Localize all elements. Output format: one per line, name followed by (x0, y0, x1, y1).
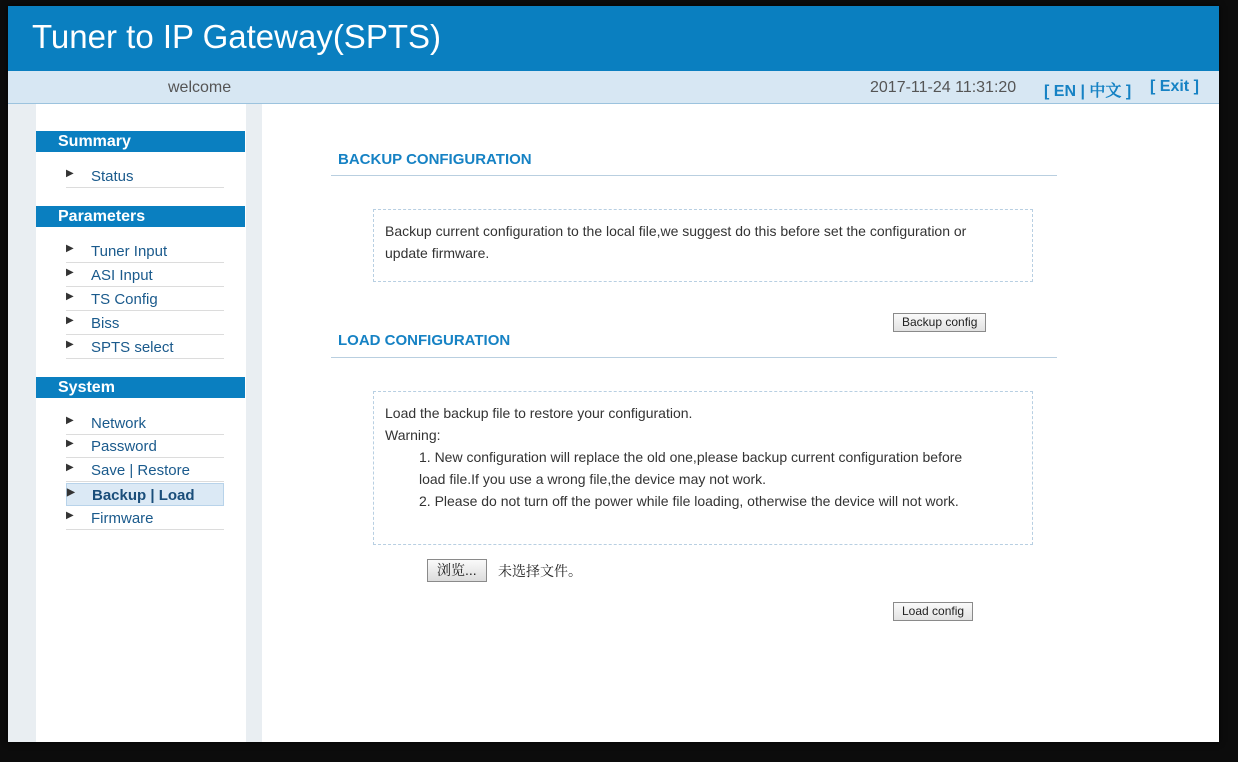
sidebar-item-ts-config[interactable] (66, 288, 224, 311)
load-warning-item-cont (385, 468, 1021, 490)
backup-config-button[interactable]: Backup config (893, 313, 986, 332)
load-section-title: LOAD CONFIGURATION (338, 332, 511, 349)
lang-bracket-close: ] (1121, 83, 1132, 100)
triangle-right-icon: ▶ (66, 315, 74, 326)
lang-zh-link[interactable]: 中文 (1089, 83, 1122, 100)
sidebar-item-status[interactable] (66, 165, 224, 188)
sidebar-item-label: ASI Input (91, 267, 153, 284)
sidebar-item-biss[interactable] (66, 312, 224, 335)
backup-description-box (373, 209, 1033, 282)
load-description-box (373, 391, 1033, 545)
sidebar-item-label: Tuner Input (91, 243, 168, 260)
triangle-right-icon: ▶ (66, 510, 74, 521)
file-status-text: 未选择文件。 (498, 563, 582, 579)
sidebar-item-label: Save | Restore (91, 462, 190, 479)
sidebar-section-parameters: Parameters (36, 206, 245, 227)
load-warning-item: 2. Please do not turn off the power while file loading, otherwise the device will not work. (419, 493, 959, 509)
sidebar-item-firmware[interactable] (66, 507, 224, 530)
welcome-bar (8, 71, 1219, 104)
triangle-right-icon: ▶ (67, 487, 75, 498)
welcome-text: welcome (168, 79, 232, 96)
backup-section-title: BACKUP CONFIGURATION (338, 151, 532, 168)
app-header (8, 6, 1219, 71)
load-warning-label: Warning: (385, 427, 441, 443)
sidebar-item-label: Backup | Load (92, 487, 195, 504)
sidebar-section-summary: Summary (36, 131, 245, 152)
sidebar-divider (246, 104, 262, 742)
load-config-button[interactable]: Load config (893, 602, 973, 621)
lang-bracket-open: [ (1044, 83, 1054, 100)
backup-description-line: Backup current configuration to the local file,we suggest do this before set the configuration or (385, 223, 967, 239)
triangle-right-icon: ▶ (66, 291, 74, 302)
language-switcher (1044, 78, 1131, 101)
triangle-right-icon: ▶ (66, 339, 74, 350)
left-gutter (8, 104, 36, 742)
sidebar-item-label: Firmware (91, 510, 154, 527)
sidebar-item-asi-input[interactable] (66, 264, 224, 287)
load-description-line: Load the backup file to restore your configuration. (385, 405, 693, 421)
backup-title-rule (331, 175, 1057, 176)
sidebar-item-label: Status (91, 168, 134, 185)
triangle-right-icon: ▶ (66, 168, 74, 179)
file-browse-button[interactable]: 浏览... (427, 559, 487, 582)
sidebar-item-save-restore[interactable] (66, 459, 224, 482)
sidebar-section-system: System (36, 377, 245, 398)
load-warning-item: 1. New configuration will replace the old one,please backup current configuration before (419, 449, 963, 465)
sidebar-item-label: TS Config (91, 291, 158, 308)
sidebar-item-backup-load[interactable] (66, 483, 224, 506)
sidebar-item-tuner-input[interactable] (66, 240, 224, 263)
load-warning-item-text: load file.If you use a wrong file,the device may not work. (419, 471, 767, 487)
exit-link[interactable]: [ Exit ] (1150, 78, 1199, 95)
triangle-right-icon: ▶ (66, 243, 74, 254)
sidebar-item-label: SPTS select (91, 339, 174, 356)
sidebar-item-label: Network (91, 415, 147, 432)
triangle-right-icon: ▶ (66, 415, 74, 426)
load-title-rule (331, 357, 1057, 358)
app-title: Tuner to IP Gateway(SPTS) (32, 18, 441, 55)
triangle-right-icon: ▶ (66, 462, 74, 473)
browser-page (8, 6, 1219, 742)
sidebar-item-network[interactable] (66, 412, 224, 435)
triangle-right-icon: ▶ (66, 438, 74, 449)
sidebar-item-label: Biss (91, 315, 120, 332)
sidebar-item-label: Password (91, 438, 157, 455)
triangle-right-icon: ▶ (66, 267, 74, 278)
backup-description-line: update firmware. (385, 245, 490, 261)
datetime-display: 2017-11-24 11:31:20 (870, 79, 1017, 96)
lang-separator: | (1076, 83, 1090, 100)
sidebar-item-spts-select[interactable] (66, 336, 224, 359)
lang-en-link[interactable]: EN (1053, 83, 1077, 100)
sidebar-item-password[interactable] (66, 435, 224, 458)
